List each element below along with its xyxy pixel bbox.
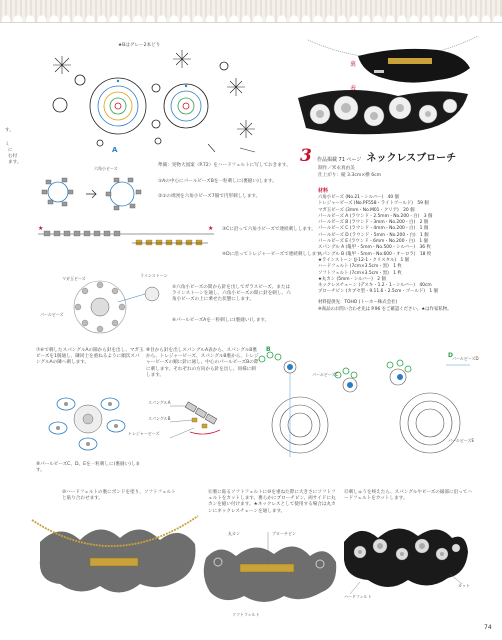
materials-note: ※商品のお問い合わせ先は P.96 をご確認ください。★は作家私物。 [318, 307, 452, 312]
svg-text:★: ★ [38, 225, 44, 232]
finished-cut-diagram [340, 512, 470, 598]
material-item: パールビーズ D (ラウンド・5mm・No.200・白) 1 個 [318, 232, 429, 238]
center-label: A [112, 146, 118, 154]
stitch-line-diagram [36, 224, 218, 254]
felt-pin-diagram [198, 528, 340, 612]
product-size: 仕上がり：縦 3.3cm×横 6cm [318, 173, 382, 178]
material-item: ハードフェルト (7cm×3.5cm・黒) 1 枚 [318, 264, 402, 270]
product-title [300, 146, 456, 166]
page-number: 74 [484, 624, 492, 631]
spangle-ring-diagram [36, 382, 144, 456]
material-item: パールビーズ E (ラウンド・6mm・No.200・白) 1 個 [318, 239, 428, 245]
label-pearl-e: パールビーズE [448, 438, 475, 443]
felt-chain-diagram [30, 512, 200, 616]
material-item: スパングル B (亀甲・5mm・No.600・オーロラ) 18 枚 [318, 251, 432, 257]
step-10: ⑩ハードフェルトの裏にボンドを塗り、ソフトフェルトと貼り合わせます。 [62, 490, 176, 502]
step-3: ③Cに沿って六角小ビーズで連続刺しします。 [222, 227, 316, 232]
material-item: トレジャービーズ (No.PF558・ライトゴールド) 59 個 [318, 201, 429, 207]
svg-text:★: ★ [208, 225, 214, 232]
material-item: パールビーズ C (ラウンド・4mm・No.200・白) 1 個 [318, 226, 429, 232]
materials-heading: 材料 [318, 188, 329, 194]
label-pearl: パールビーズ [40, 312, 64, 317]
materials-list [318, 195, 438, 296]
label-cut: カット [458, 583, 470, 588]
left-note-5: ます。 [8, 160, 22, 165]
step-1: ①Aの中心にパールビーズBを一粒刺しに(裏縫い)します。 [158, 179, 277, 184]
step-2: ②①の周囲を六角小ビーズ7個で円形刺しします。 [158, 194, 261, 199]
left-note-3: に [8, 148, 13, 153]
product-name: ネックレスブローチ [366, 153, 457, 164]
label-spangle-b: スパングルB [148, 416, 171, 421]
material-item: スパングル A (亀甲・5mm・No.500・シルバー) 36 枚 [318, 245, 431, 251]
step-7: ⑦⑥で刺したスパングルAの隙から針を出し、マガ玉ビーズを1個通し、隣同士を重ねるように順次スパングルAの隣へ刺します。 [36, 348, 144, 366]
marker-d: D [448, 352, 453, 359]
photo-label-back: 裏 [350, 61, 357, 68]
diagram-note: ★Bはグレー2本どり [118, 43, 161, 48]
material-item: ★丸カン (5mm・シルバー) 2 個 [318, 276, 386, 282]
product-number: 3 [300, 146, 312, 166]
label-hard-felt: ハードフェルト [344, 594, 372, 599]
product-maker: 制作／米永真由美 [318, 166, 355, 171]
label-brooch-pin: ブローチピン [272, 531, 296, 536]
step-9: ⑨パールビーズC、D、Eを一粒刺しに(裏縫い)します。 [36, 462, 141, 474]
step-8: ⑧目から針を出しスパングルA表から、スパングルB裏から、トレジャービーズ、スパングルB裏から、トレジャービーズの順に針に通し、中心のパールビーズBの際に刺します。それぞれの方向から針を出し、同様に刺します。 [146, 348, 259, 378]
material-item: ソフトフェルト (7cm×3.5cm・黒) 1 枚 [318, 270, 402, 276]
label-pearl-d: パールビーズD [452, 356, 479, 361]
label-pearl-c: パールビーズC [312, 372, 339, 377]
step-12: ⑫刺しゅうを終えたら、スパングルやビーズの縁部に沿ってハードフェルトをカットします。 [344, 490, 472, 502]
step-5: ⑤六角小ビーズの間から針を出してガラスビーズ、またはラインストーンを通し、六角小ビーズの間に針を刺し、六角小ビーズの上に乗せた状態にします。 [172, 285, 291, 303]
label-rhinestone: ラインストーン [140, 273, 168, 278]
label-treasure: トレジャービーズ [128, 431, 160, 436]
material-item: マガ玉ビーズ (3mm・No.M01・クリア) 20 個 [318, 207, 415, 213]
label-spangle-a: スパングルA [148, 400, 171, 405]
beaded-circle-diagram [60, 272, 170, 342]
left-note-1: す。 [5, 128, 14, 133]
material-item: パールビーズ A (ラウンド・2.5mm・No.200・白) 3 個 [318, 213, 433, 219]
material-item: ネックレスチェーン (デスキ・1.2・1・シルバー) 40cm [318, 283, 432, 289]
material-item: ★ラインストーン (J-12-1・クリスタル) 1 個 [318, 257, 410, 263]
materials-supplier: 材料提供先：TOHO (トーホー株式会社) [318, 300, 398, 305]
prep-note: 準備：実物大図案（P.72）をハードフェルトに写しておきます。 [158, 163, 291, 168]
pearl-layout-diagram [250, 345, 495, 477]
material-item: パールビーズ B (ラウンド・3mm・No.200・白) 2 個 [318, 220, 429, 226]
left-note-4: む付 [8, 154, 18, 159]
step-6: ⑥パールビーズAを一粒刺しに(裏縫い)します。 [172, 318, 270, 323]
step-4: ④Dに沿ってトレジャービーズで連続刺しします。 [222, 252, 326, 257]
circle-pattern-diagram [40, 48, 265, 158]
marker-b: B [266, 346, 271, 353]
label-maga: マガ玉ビーズ [62, 276, 86, 281]
label-soft-felt: ソフトフェルト [232, 612, 260, 617]
material-item: ブローチピン (カブセ型・9.11.6・2.5cm・ゴールド) 1 個 [318, 289, 438, 295]
material-item: 六角小ビーズ (No.21・シルバー) 40 個 [318, 195, 399, 200]
left-note-2: ミ [5, 142, 10, 147]
label-hex-bead: 六角小ビーズ [94, 166, 118, 171]
product-photo [288, 28, 498, 146]
product-ref: 作品掲載 71 ページ [316, 157, 362, 163]
hex-bead-diagram [36, 170, 156, 220]
step-11: ⑪裏に貼るソフトフェルトに⑩を重ねた際に大きさにソフトフェルトをカットします。裏らかにブローチピン、両サイドに丸カンを縫い付けます。★ネックレスとして使用する場合は丸カンにネックレスチェーンを通します。 [208, 490, 336, 514]
lace-border [0, 0, 502, 23]
label-marukan: 丸カン [228, 531, 240, 536]
photo-label-front: 表 [350, 85, 357, 92]
